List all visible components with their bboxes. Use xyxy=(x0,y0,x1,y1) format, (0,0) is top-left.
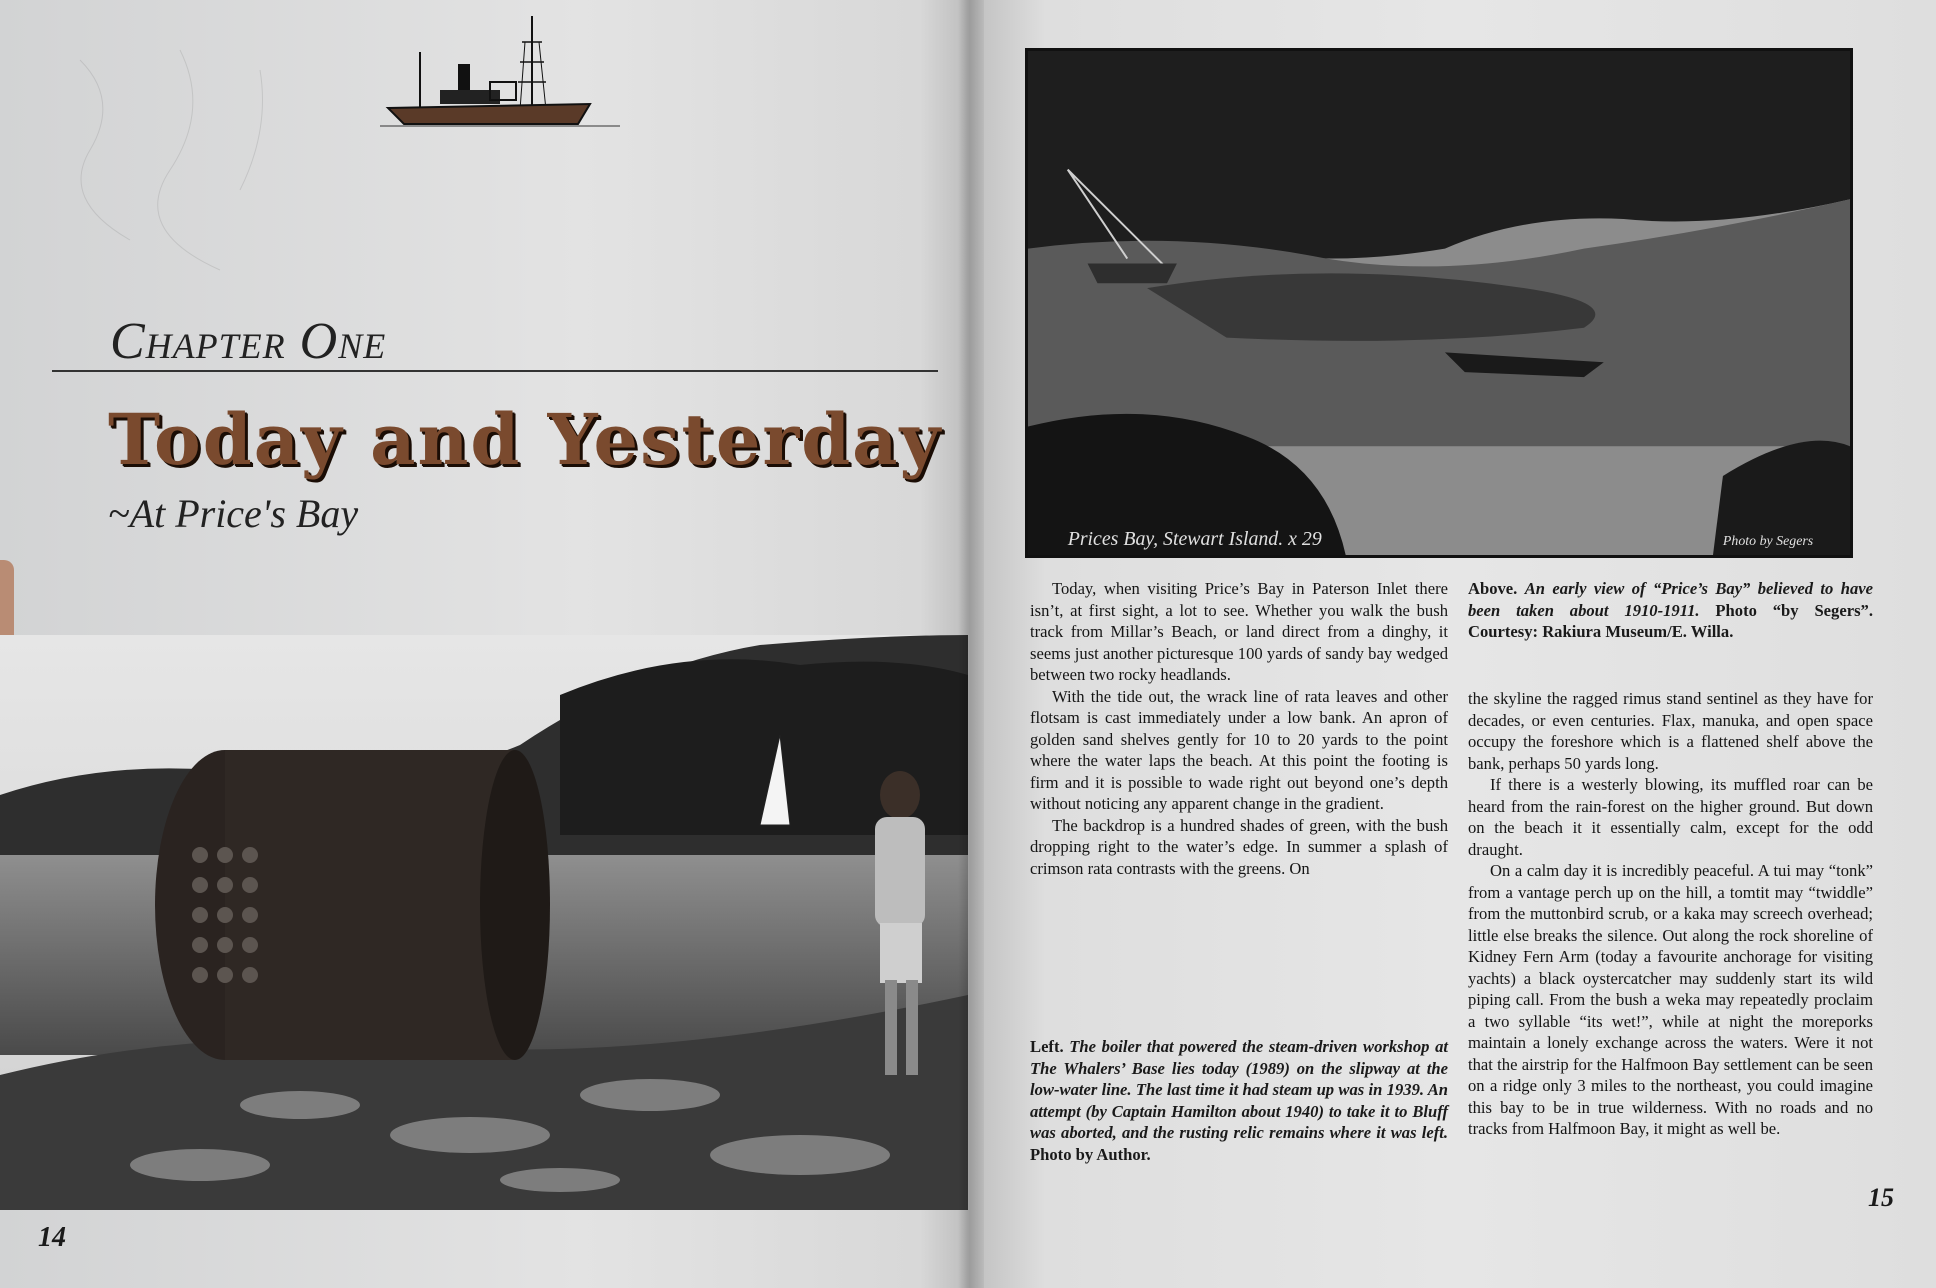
prices-bay-historic-photo xyxy=(1025,48,1853,558)
boiler-photo xyxy=(0,635,968,1210)
caption-label: Left. xyxy=(1030,1037,1064,1056)
steamship-illustration xyxy=(380,12,620,127)
photo-credit-mark: Photo by Segers xyxy=(1722,533,1814,549)
paragraph: If there is a westerly blowing, its muffled roar can be heard from the rain-forest on the higher ground. But down on the beach it it essentially calm, except for the odd draught. xyxy=(1468,775,1873,859)
photo-inscription: Prices Bay, Stewart Island. x 29 xyxy=(1067,528,1322,551)
paragraph-continuation: the skyline the ragged rimus stand sentinel as they have for decades, or even centuries. Flax, manuka, and open space occupy the foreshore which is a flattened shelf above the bank, perhaps 50 yards long. xyxy=(1468,689,1873,773)
faint-map-decoration xyxy=(60,40,300,290)
paragraph: With the tide out, the wrack line of rata leaves and other flotsam is cast immediately under a low bank. An apron of golden sand shelves gently for 10 to 20 yards to the point where the water laps the beach. At this point the footing is firm and it is possible to wade right out beyond one’s depth without noticing any apparent change in the gradient. xyxy=(1030,686,1448,813)
page-number-left: 14 xyxy=(38,1222,66,1253)
paragraph: The backdrop is a hundred shades of green, with the bush dropping right to the water’s edge. In summer a splash of crimson rata contrasts with the greens. On xyxy=(1030,815,1448,878)
caption-text: An early view of “Price’s Bay” believed to have been taken about 1910-1911. xyxy=(1468,579,1873,620)
caption-credit: Photo by Author. xyxy=(1030,1144,1151,1164)
caption-credit: Photo “by Segers”. Courtesy: Rakiura Museum/E. Willa. xyxy=(1468,600,1873,641)
caption-above xyxy=(1468,578,1873,643)
chapter-rule xyxy=(52,370,938,372)
chapter-title: Today and Yesterday xyxy=(108,398,943,481)
book-gutter xyxy=(958,0,984,1288)
paragraph: Today, when visiting Price’s Bay in Paterson Inlet there isn’t, at first sight, a lot to see. Whether you walk the bush track from Millar’s Beach, or land direct from a dinghy, it seems just another picturesque 100 yards of sandy bay wedged between two rocky headlands. xyxy=(1030,579,1448,684)
chapter-label: Chapter One xyxy=(110,313,387,370)
chapter-subtitle: ~At Price's Bay xyxy=(108,491,359,536)
boiler-relic xyxy=(155,750,550,1060)
body-column-a xyxy=(1030,578,1448,879)
caption-left xyxy=(1030,1036,1448,1165)
caption-text: The boiler that powered the steam-driven workshop at The Whalers’ Base lies today (1989) on the slipway at the low-water line. The last time it had steam up was in 1939. An attempt (by Captain Hamilton about 1940) to take it to Bluff was aborted, and the rusting relic remains where it was left. xyxy=(1030,1037,1448,1142)
paragraph: On a calm day it is incredibly peaceful. A tui may “tonk” from a vantage perch up on the hill, a tomtit may “twiddle” from the muttonbird scrub, or a kaka may screech overhead; little else breaks the silence. Out along the rock shoreline of Kidney Fern Arm (today a favourite anchorage for visiting yachts) a black oystercatcher may suddenly start its wild piping call. From the bush a weka may repeatedly proclaim a two syllable “its wet!”, while at night the moreporks maintain a lonely exchange across the waters. Were it not that the airstrip for the Halfmoon Bay settlement can be seen on a ridge only 3 miles to the northeast, you could imagine this bay to be in true wilderness. With no roads and no tracks from Halfmoon Bay, it might as well be. xyxy=(1468,861,1873,1138)
body-column-b xyxy=(1468,688,1873,1140)
page-number-right: 15 xyxy=(1868,1183,1894,1212)
caption-label: Above. xyxy=(1468,579,1518,598)
